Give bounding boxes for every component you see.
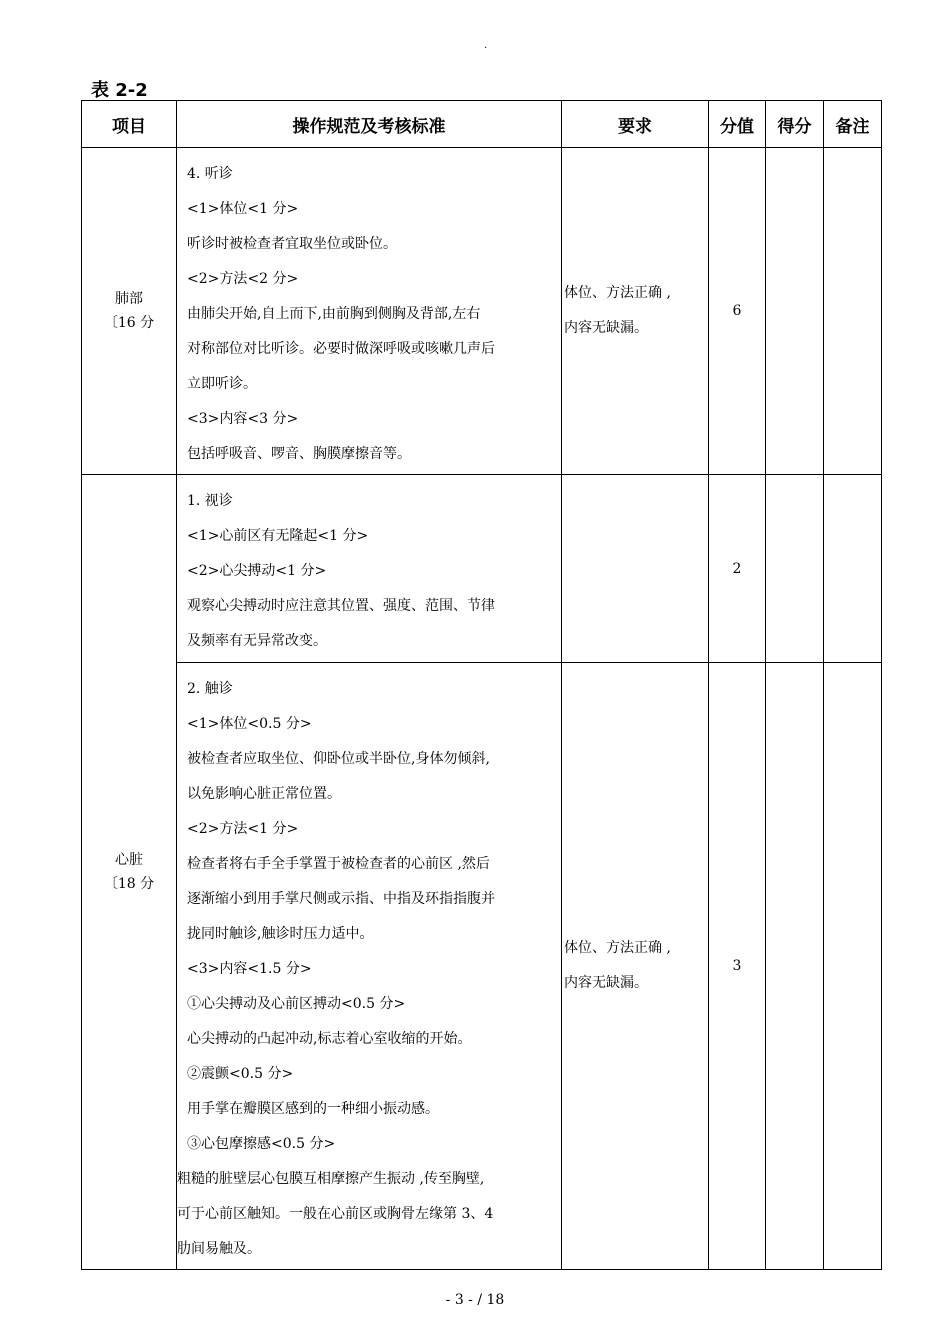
item-total: 〔18 分: [103, 876, 155, 892]
header-requirement: 要求: [562, 101, 709, 148]
score-cell: 3: [709, 663, 766, 1270]
content-line: <3>内容<3 分>: [187, 411, 299, 427]
header-item: 项目: [82, 101, 177, 148]
header-score: 分值: [709, 101, 766, 148]
content-line: <2>方法<1 分>: [187, 821, 299, 837]
item-total: 〔16 分: [103, 315, 155, 331]
remark-cell: [824, 663, 882, 1270]
content-line: 拢同时触诊,触诊时压力适中。: [187, 926, 374, 942]
item-name: 心脏: [115, 852, 143, 868]
requirement-cell: [562, 663, 709, 1270]
content-line: 观察心尖搏动时应注意其位置、强度、范围、节律: [187, 598, 495, 614]
requirement-line: 体位、方法正确 ,: [564, 285, 671, 301]
requirement-cell: [562, 148, 709, 475]
requirement-line: 体位、方法正确 ,: [564, 940, 671, 956]
requirement-line: 内容无缺漏。: [564, 320, 648, 336]
header-row: [82, 101, 882, 148]
score-cell: 2: [709, 475, 766, 663]
content-line: 包括呼吸音、啰音、胸膜摩擦音等。: [187, 446, 411, 462]
standard-cell: [177, 148, 562, 475]
content-line: ①心尖搏动及心前区搏动<0.5 分>: [187, 996, 406, 1012]
content-line: <3>内容<1.5 分>: [187, 961, 312, 977]
item-cell-heart: [82, 475, 177, 1270]
table-row: [82, 475, 882, 663]
remark-cell: [824, 475, 882, 663]
content-line: ③心包摩擦感<0.5 分>: [187, 1136, 336, 1152]
content-line: 由肺尖开始,自上而下,由前胸到侧胸及背部,左右: [187, 306, 481, 322]
content-line: 可于心前区触知。一般在心前区或胸骨左缘第 3、4: [177, 1206, 494, 1222]
content-line: 被检查者应取坐位、仰卧位或半卧位,身体勿倾斜,: [187, 751, 490, 767]
content-line: 用手掌在瓣膜区感到的一种细小振动感。: [187, 1101, 439, 1117]
content-line: <1>心前区有无隆起<1 分>: [187, 528, 369, 544]
content-line: 心尖搏动的凸起冲动,标志着心室收缩的开始。: [187, 1031, 472, 1047]
requirement-cell: [562, 475, 709, 663]
standard-cell: [177, 475, 562, 663]
header-earned: 得分: [766, 101, 824, 148]
score-cell: 6: [709, 148, 766, 475]
earned-cell: [766, 475, 824, 663]
content-line: <2>方法<2 分>: [187, 271, 299, 287]
content-line: 1. 视诊: [187, 493, 233, 509]
content-line: 粗糙的脏壁层心包膜互相摩擦产生振动 ,传至胸壁,: [177, 1171, 485, 1187]
item-cell-lungs: [82, 148, 177, 475]
requirement-line: 内容无缺漏。: [564, 975, 648, 991]
content-line: 对称部位对比听诊。必要时做深呼吸或咳嗽几声后: [187, 341, 495, 357]
page-top-mark: .: [484, 40, 488, 51]
content-line: 2. 触诊: [187, 681, 233, 697]
earned-cell: [766, 663, 824, 1270]
content-line: ②震颤<0.5 分>: [187, 1066, 294, 1082]
item-name: 肺部: [115, 291, 143, 307]
content-line: 4. 听诊: [187, 166, 233, 182]
content-line: <1>体位<0.5 分>: [187, 716, 312, 732]
earned-cell: [766, 148, 824, 475]
content-line: <2>心尖搏动<1 分>: [187, 563, 327, 579]
standard-cell: [177, 663, 562, 1270]
table-label: 表 2-2: [91, 80, 148, 101]
content-line: <1>体位<1 分>: [187, 201, 299, 217]
content-line: 逐渐缩小到用手掌尺侧或示指、中指及环指指腹并: [187, 891, 495, 907]
header-standard: 操作规范及考核标准: [177, 101, 562, 148]
assessment-table: [81, 100, 882, 1270]
table-row: [82, 148, 882, 475]
content-line: 肋间易触及。: [177, 1241, 261, 1257]
content-line: 立即听诊。: [187, 376, 257, 392]
table-row: [82, 663, 882, 1270]
content-line: 检查者将右手全手掌置于被检查者的心前区 ,然后: [187, 856, 490, 872]
page-footer: - 3 - / 18: [445, 1292, 505, 1308]
content-line: 听诊时被检查者宜取坐位或卧位。: [187, 236, 397, 252]
remark-cell: [824, 148, 882, 475]
content-line: 以免影响心脏正常位置。: [187, 786, 341, 802]
content-line: 及频率有无异常改变。: [187, 633, 327, 649]
header-remark: 备注: [824, 101, 882, 148]
